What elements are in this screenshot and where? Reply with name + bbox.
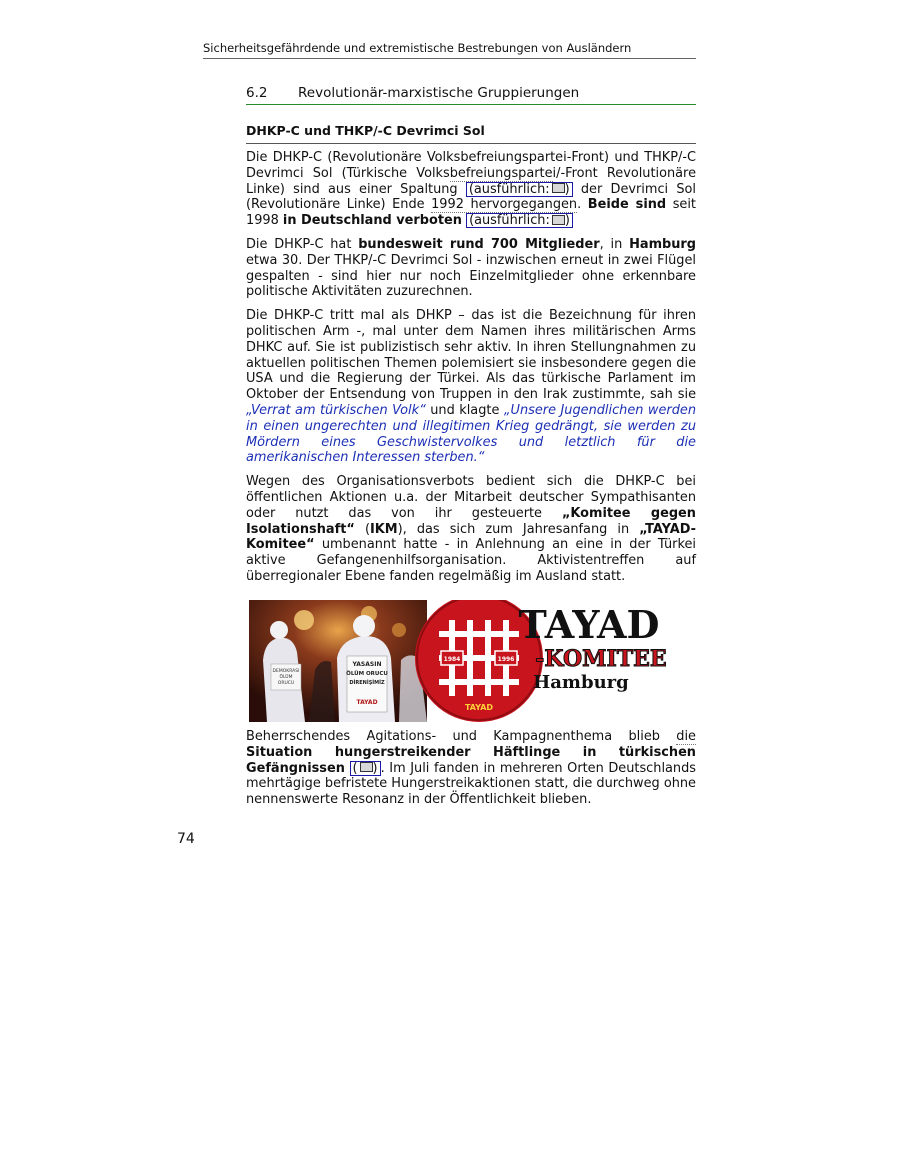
bold-text: bundesweit rund 700 Mitglieder — [358, 236, 600, 252]
subsection-heading: DHKP-C und THKP/-C Devrimci Sol — [246, 123, 696, 144]
logo-city: Hamburg — [533, 672, 629, 693]
section-heading — [246, 85, 696, 105]
text-run: ( — [354, 521, 370, 537]
detail-link-hunger-strike[interactable] — [350, 761, 381, 776]
body-text-tail — [246, 729, 696, 808]
quote-text: „Unsere Jugendlichen werden in einen ungerechten und illegitimen Krieg gedrängt, sie werden zu Mördern eines Geschwistervolkes und letztlich für die amerikanischen Interessen sterben.“ — [246, 402, 696, 466]
text-run: 1992 hervorgegangen — [431, 197, 578, 213]
computer-icon — [552, 215, 565, 225]
page-number: 74 — [177, 831, 195, 847]
paragraph-3 — [246, 308, 696, 466]
section-number: 6.2 — [246, 85, 268, 101]
logo-footer: TAYAD — [464, 703, 494, 712]
link-close: ) — [372, 760, 378, 776]
badge-left: 1984 — [443, 656, 461, 663]
paragraph-4 — [246, 474, 696, 585]
running-header: Sicherheitsgefährdende und extremistische Bestrebungen von Ausländern — [203, 41, 696, 59]
paragraph-5 — [246, 729, 696, 808]
paragraph-1 — [246, 150, 696, 229]
banner-line-3: DİRENİŞİMİZ — [349, 680, 385, 686]
bold-text: IKM — [369, 521, 398, 537]
bold-text: „Komitee gegen Isolationshaft“ — [246, 505, 696, 537]
bold-text: Situation hungerstreikender Häftlinge in türkischen Gefängnissen — [246, 744, 696, 776]
logo-subtitle: -KOMITEE — [535, 646, 667, 672]
text-run: der Devrimci Sol (Revolutionäre Linke) Ende — [246, 181, 696, 213]
body-text — [246, 150, 696, 593]
computer-icon — [552, 183, 565, 193]
text-run: befreiungsparte — [449, 165, 553, 181]
text-run: etwa 30. Der THKP/-C Devrimci Sol - inzwischen erneut in zwei Flügel gespalten - sind hier nur noch Einzelmitglieder ohne erkennbare politische Aktivitäten zuzurechnen. — [246, 252, 696, 300]
banner-line-2: ÖLÜM ORUCU — [346, 671, 388, 677]
bold-text: Beide sind — [587, 197, 667, 213]
computer-icon — [360, 762, 373, 772]
bold-text: „TAYAD-Komitee“ — [246, 521, 696, 553]
banner-line-1: YASASIN — [352, 661, 382, 668]
link-label: (ausführlich: — [469, 213, 550, 229]
text-run: ), das sich zum Jahresanfang in — [397, 521, 640, 537]
text-run: i/-Front Revolutionäre Linke) sind aus einer Spaltung — [246, 165, 696, 197]
text-run: Die DHKP-C tritt mal als DHKP – das ist die Bezeichnung für ihren politischen Arm -, mal unter dem Namen ihres militärischen Arms DHKC auf. Sie ist publizistisch sehr aktiv. In ihren Stellungnahmen zu aktuellen politischen Themen polemisiert sie insbesondere gegen die USA und die Regierung der Türkei. Als das türkische Parlament im Oktober der Entsendung von Truppen in den Irak zustimmte, sah sie — [246, 308, 696, 403]
detail-link-ban[interactable]: (ausführlich: ) — [466, 213, 573, 228]
paragraph-2 — [246, 237, 696, 300]
logo-title: TAYAD — [518, 602, 660, 647]
demonstration-photo — [249, 600, 427, 722]
bold-text: in Deutschland verboten — [282, 213, 462, 229]
text-run: , in — [599, 236, 630, 252]
link-open: ( — [352, 760, 358, 776]
badge-right: 1996 — [497, 656, 515, 663]
text-run: Die DHKP-C hat — [246, 236, 359, 252]
text-run: . — [577, 197, 588, 213]
detail-link-split[interactable]: (ausführlich: ) — [466, 182, 573, 197]
text-run: Die DHKP-C (Revolutionäre Volksbefreiungspartei-Front) und THKP/-C Devrimci Sol (Türkische Volks — [246, 150, 696, 181]
tayad-logo — [415, 600, 695, 722]
text-run: seit 1998 — [246, 197, 696, 229]
text-run: Beherrschendes Agitations- und Kampagnenthema blieb — [246, 729, 677, 744]
link-label: (ausführlich: — [468, 181, 550, 197]
tayad-photo-svg — [249, 600, 695, 722]
tayad-komitee-image — [249, 600, 695, 722]
banner-line-4: TAYAD — [356, 699, 378, 706]
text-run: die — [676, 729, 696, 744]
text-run: . Im Juli fanden in mehreren Orten Deutschlands mehrtägige befristete Hungerstreikaktionen statt, die durchweg ohne nennenswerte Resonanz in der Öffentlichkeit blieben. — [246, 760, 696, 808]
left-banner-line-3: ORUCU — [277, 681, 295, 686]
text-run: Wegen des Organisationsverbots bedient sich die DHKP-C bei öffentlichen Aktionen u.a. der Mitarbeit deutscher Sympathisanten oder nutzt das von ihr gesteuerte — [246, 474, 696, 521]
left-banner-line-1: DEMOKRASI — [272, 669, 300, 674]
text-run: und klagte — [425, 402, 504, 418]
bold-text: Hamburg — [629, 236, 697, 252]
text-run: umbenannt hatte - in Anlehnung an eine in der Türkei aktive Gefangenenhilfsorganisation. Aktivistentreffen auf überregionaler Ebene fanden regelmäßig im Ausland statt. — [246, 537, 696, 584]
left-banner-line-2: ÖLÜM — [279, 675, 293, 680]
section-title: Revolutionär-marxistische Gruppierungen — [298, 85, 580, 101]
quote-text: „Verrat am türkischen Volk“ — [246, 402, 426, 418]
